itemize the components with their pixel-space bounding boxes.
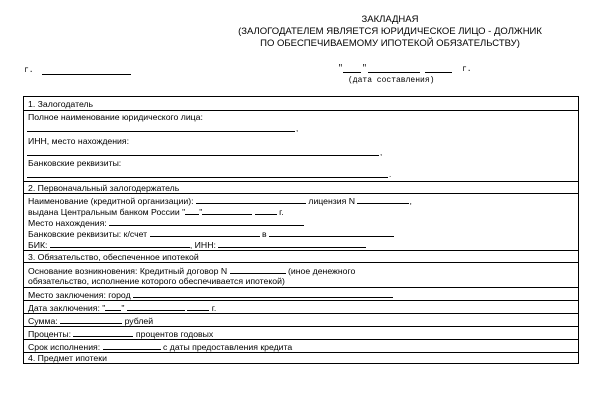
- pledgee-bank-name-field[interactable]: [269, 228, 394, 237]
- dot: .: [389, 170, 392, 179]
- divider: [24, 339, 578, 340]
- divider: [24, 352, 578, 353]
- interest-label: Проценты:: [28, 329, 72, 339]
- pledgee-bik-field[interactable]: [50, 239, 190, 248]
- conclusion-date-label: Дата заключения: ": [28, 303, 106, 313]
- date-day-field[interactable]: [343, 72, 361, 73]
- pledge-form: [23, 96, 579, 364]
- term-field[interactable]: [103, 341, 161, 350]
- pledgor-bank-label: Банковские реквизиты:: [28, 158, 122, 168]
- city-field[interactable]: [42, 74, 131, 75]
- pledgee-issued-quote: ": [199, 207, 203, 217]
- conclusion-date-year-field[interactable]: [187, 302, 209, 311]
- interest-unit: процентов годовых: [135, 329, 214, 339]
- pledgor-inn-field[interactable]: [27, 155, 379, 156]
- pledgee-bank-in-label: в: [262, 229, 267, 239]
- document-title: ЗАКЛАДНАЯ: [361, 14, 419, 25]
- document-title-block: [205, 14, 575, 50]
- pledgee-name-label: Наименование (кредитной организации):: [28, 196, 194, 206]
- pledgee-bik-row: [28, 239, 366, 250]
- section-4-header: 4. Предмет ипотеки: [28, 353, 107, 363]
- section-2-header: 2. Первоначальный залогодержатель: [28, 183, 180, 193]
- interest-field[interactable]: [73, 328, 133, 337]
- pledgee-license-label: лицензия N: [308, 196, 356, 206]
- pledgee-name-row: [28, 195, 412, 206]
- divider: [24, 287, 578, 288]
- date-quote-close: ": [362, 64, 367, 73]
- pledgee-issued-row: [28, 206, 284, 217]
- credit-agreement-number-field[interactable]: [230, 265, 286, 274]
- document-subtitle-line-1: (ЗАЛОГОДАТЕЛЕМ ЯВЛЯЕТСЯ ЮРИДИЧЕСКОЕ ЛИЦО - ДОЛЖНИК: [238, 26, 542, 37]
- pledgee-issued-month-field[interactable]: [202, 206, 252, 215]
- term-unit: с даты предоставления кредита: [163, 342, 293, 352]
- date-caption: (дата составления): [348, 76, 435, 85]
- pledgee-issued-label: выдана Центральным банком России ": [28, 207, 186, 217]
- pledgee-address-row: [28, 217, 304, 228]
- pledgee-issued-year-suffix: г.: [279, 207, 284, 217]
- conclusion-date-row: [28, 302, 216, 313]
- comma: ,: [380, 148, 383, 157]
- divider: [24, 262, 578, 263]
- pledgee-inn-field[interactable]: [218, 239, 366, 248]
- date-month-field[interactable]: [368, 72, 420, 73]
- pledgee-name-field[interactable]: [196, 195, 306, 204]
- sum-unit: рублей: [124, 316, 154, 326]
- obligation-basis-tail: (иное денежного: [288, 266, 356, 276]
- pledgee-address-field[interactable]: [109, 217, 304, 226]
- obligation-basis-line-2: обязательство, исполнение которого обеспечивается ипотекой): [28, 276, 285, 286]
- comma: ,: [409, 196, 412, 206]
- divider: [24, 181, 578, 182]
- sum-field[interactable]: [60, 315, 122, 324]
- term-row: [28, 341, 292, 352]
- city-prefix: г.: [24, 66, 34, 75]
- conclusion-date-year-suffix: г.: [211, 303, 217, 313]
- date-quote-open: ": [338, 64, 343, 73]
- divider: [24, 110, 578, 111]
- pledgee-license-field[interactable]: [357, 195, 412, 206]
- pledgee-bank-account-label: Банковские реквизиты: к/счет: [28, 229, 148, 239]
- conclusion-place-field[interactable]: [133, 289, 393, 298]
- pledgor-inn-label: ИНН, место нахождения:: [28, 136, 129, 146]
- pledgor-bank-field[interactable]: [27, 177, 388, 178]
- conclusion-place-row: [28, 289, 393, 300]
- conclusion-date-day-field[interactable]: [105, 302, 121, 311]
- divider: [24, 326, 578, 327]
- divider: [24, 250, 578, 251]
- section-1-header: 1. Залогодатель: [28, 99, 94, 109]
- divider: [24, 313, 578, 314]
- conclusion-place-label: Место заключения: город: [28, 290, 131, 300]
- pledgee-bik-label: БИК:: [28, 240, 48, 250]
- interest-row: [28, 328, 213, 339]
- date-year-field[interactable]: [425, 72, 452, 73]
- pledgee-bank-row: [28, 228, 394, 239]
- term-label: Срок исполнения:: [28, 342, 101, 352]
- pledgee-bank-account-field[interactable]: [150, 228, 260, 237]
- pledgee-address-label: Место нахождения:: [28, 218, 107, 228]
- sum-row: [28, 315, 153, 326]
- divider: [24, 193, 578, 194]
- obligation-basis-row: [28, 265, 355, 276]
- pledgee-issued-year-field[interactable]: [255, 206, 277, 215]
- conclusion-date-quote: ": [121, 303, 125, 313]
- pledgee-inn-label: , ИНН:: [189, 240, 216, 250]
- comma: ,: [296, 124, 299, 133]
- obligation-basis-label: Основание возникновения: Кредитный договор N: [28, 266, 228, 276]
- pledgor-full-name-label: Полное наименование юридического лица:: [28, 112, 203, 122]
- sum-label: Сумма:: [28, 316, 58, 326]
- conclusion-date-month-field[interactable]: [127, 302, 185, 311]
- section-3-header: 3. Обязательство, обеспеченное ипотекой: [28, 252, 199, 262]
- date-year-suffix: г.: [462, 65, 472, 74]
- pledgee-issued-day-field[interactable]: [185, 206, 199, 215]
- document-subtitle-line-2: ПО ОБЕСПЕЧИВАЕМОМУ ИПОТЕКОЙ ОБЯЗАТЕЛЬСТВУ): [260, 38, 520, 49]
- divider: [24, 300, 578, 301]
- pledgor-full-name-field[interactable]: [27, 131, 295, 132]
